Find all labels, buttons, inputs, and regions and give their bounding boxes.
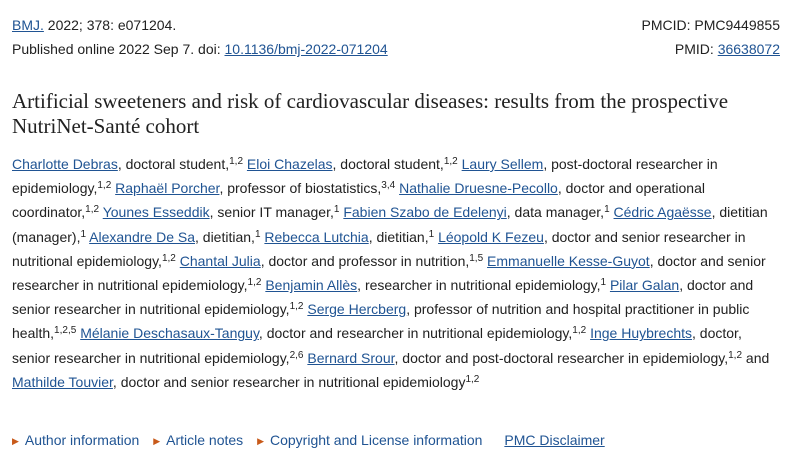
author-affiliation: 1,2 [161, 252, 176, 264]
author-link[interactable]: Serge Hercberg [307, 301, 407, 318]
author-link[interactable]: Fabien Szabo de Edelenyi [343, 204, 507, 221]
article-notes-toggle[interactable] [153, 430, 243, 451]
journal-details: 2022; 378: e071204. [43, 17, 177, 33]
author-affiliation: 1,5 [469, 252, 484, 264]
published-text: Published online 2022 Sep 7. doi: [12, 41, 225, 57]
author-role: , researcher in nutritional epidemiology, [357, 277, 601, 294]
author-list [12, 152, 782, 394]
author-link[interactable]: Alexandre De Sa [89, 228, 195, 245]
author-role: , doctor and researcher in nutritional epidemiology, [258, 325, 573, 342]
author-link[interactable]: Laury Sellem [461, 156, 544, 172]
author-link[interactable]: Mélanie Deschasaux-Tanguy [80, 325, 259, 342]
doi-link[interactable]: 10.1136/bmj-2022-071204 [224, 41, 388, 57]
author-role: , dietitian, [368, 228, 429, 245]
author-link[interactable]: Emmanuelle Kesse-Guyot [487, 252, 650, 269]
author-affiliation: 1,2 [465, 373, 480, 385]
author-affiliation: 1 [333, 204, 340, 216]
author-affiliation: 1 [600, 277, 607, 289]
author-link[interactable]: Léopold K Fezeu [438, 228, 544, 245]
author-affiliation: 1,2 [247, 277, 262, 289]
author-link[interactable]: Rebecca Lutchia [264, 228, 369, 245]
author-role: , post-doctoral researcher in epidemiology, [12, 156, 718, 197]
copyright-toggle[interactable] [257, 430, 482, 451]
author-affiliation: 1 [604, 204, 610, 216]
author-affiliation: 1 [80, 228, 87, 240]
author-affiliation: 1 [254, 228, 261, 240]
article-title: Artificial sweeteners and risk of cardiovascular diseases: results from the prospective NutriNet-Santé cohort [12, 89, 729, 138]
author-affiliation: 3,4 [381, 180, 396, 192]
author-link[interactable]: Mathilde Touvier [12, 373, 113, 390]
author-role: , doctor and senior researcher in nutritional epidemiology, [12, 252, 766, 294]
author-role: , doctoral student, [332, 156, 444, 172]
author-affiliation: 2,6 [289, 349, 304, 361]
author-link[interactable]: Pilar Galan [609, 277, 680, 294]
triangle-right-icon: ▶ [12, 436, 19, 446]
author-link[interactable]: Raphaël Porcher [115, 180, 220, 197]
author-role: , doctor and senior researcher in nutritional epidemiology, [12, 228, 746, 269]
article-notes-label[interactable]: Article notes [166, 432, 244, 448]
author-affiliation: 1 [428, 228, 435, 240]
journal-citation [12, 15, 176, 35]
author-role: , dietitian, [195, 228, 255, 245]
publication-info [12, 39, 388, 59]
author-conjunction: and [745, 349, 770, 366]
author-role: , professor of nutrition and hospital practitioner in public health, [12, 301, 750, 342]
author-affiliation: 1,2 [289, 301, 304, 313]
author-role: , doctor and post-doctoral researcher in epidemiology, [394, 349, 729, 366]
author-information-toggle[interactable] [12, 430, 139, 451]
author-role: , doctor and senior researcher in nutritional epidemiology [112, 373, 466, 390]
author-link[interactable]: Younes Esseddik [102, 204, 210, 221]
author-role: , doctor, senior researcher in nutritional epidemiology, [12, 325, 742, 366]
author-role: , professor of biostatistics, [219, 180, 382, 197]
author-link[interactable]: Charlotte Debras [12, 156, 118, 172]
publication-row [12, 39, 780, 59]
author-affiliation: 1,2 [728, 349, 743, 361]
pmid [675, 39, 780, 59]
pmid-link[interactable]: 36638072 [717, 41, 780, 57]
author-link[interactable]: Inge Huybrechts [590, 325, 693, 342]
author-information-label[interactable]: Author information [24, 432, 140, 448]
author-link[interactable]: Cédric Agaësse [613, 204, 712, 221]
pmid-label: PMID: [674, 41, 718, 57]
author-link[interactable]: Chantal Julia [179, 252, 261, 269]
author-role: , data manager, [506, 204, 605, 221]
author-role: , doctor and senior researcher in nutritional epidemiology, [12, 277, 754, 318]
author-link[interactable]: Eloi Chazelas [246, 156, 333, 172]
author-role: , doctor and professor in nutrition, [260, 252, 470, 269]
author-link[interactable]: Bernard Srour [307, 349, 395, 366]
pmcid: PMCID: PMC9449855 [641, 17, 780, 33]
triangle-right-icon: ▶ [257, 436, 264, 446]
author-role: , doctor and operational coordinator, [12, 180, 705, 221]
author-affiliation: 1,2 [572, 325, 587, 337]
author-role: , doctoral student, [117, 156, 230, 172]
author-role: , senior IT manager, [209, 204, 334, 221]
author-affiliation: 1,2 [229, 156, 244, 167]
author-link[interactable]: Benjamin Allès [265, 277, 358, 294]
author-affiliation: 1,2 [97, 180, 112, 192]
triangle-right-icon: ▶ [153, 436, 161, 446]
author-role: , dietitian (manager), [12, 204, 768, 245]
journal-link[interactable]: BMJ. [12, 17, 44, 33]
author-affiliation: 1,2 [85, 204, 100, 216]
pmc-disclaimer-link[interactable]: PMC Disclaimer [504, 432, 605, 448]
copyright-label[interactable]: Copyright and License information [270, 432, 483, 448]
article-toggles [12, 430, 605, 450]
author-affiliation: 1,2 [443, 156, 458, 167]
author-link[interactable]: Nathalie Druesne-Pecollo [399, 180, 558, 197]
citation-row [12, 15, 780, 35]
author-affiliation: 1,2,5 [54, 325, 77, 337]
